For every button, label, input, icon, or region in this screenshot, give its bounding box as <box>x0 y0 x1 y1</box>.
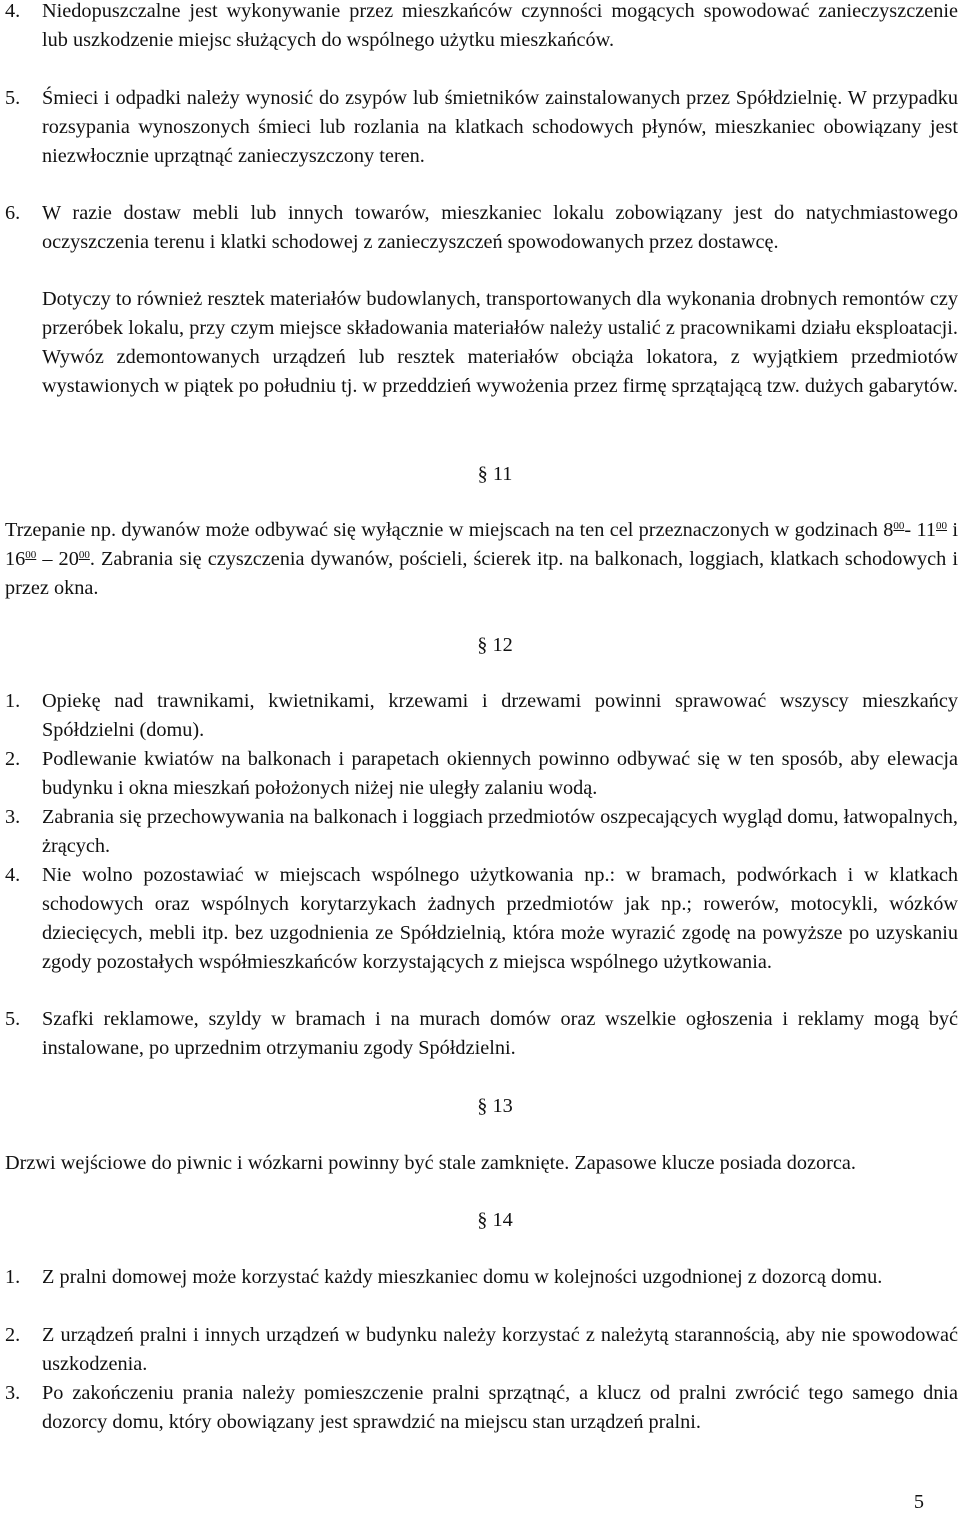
item-number: 2. <box>5 748 21 770</box>
item-number: 5. <box>5 1008 21 1030</box>
section-heading: § 13 <box>477 1095 513 1117</box>
item-text: Szafki reklamowe, szyldy w bramach i na murach domów oraz wszelkie ogłoszenia i reklamy mogą być instalowane, po uprzednim otrzymaniu zgody Spółdzielni. <box>42 1008 958 1059</box>
item-number: 1. <box>5 1266 21 1288</box>
item-number: 4. <box>5 0 21 22</box>
section-heading: § 14 <box>477 1209 513 1231</box>
item-text: Po zakończeniu prania należy pomieszczenie pralni sprzątnąć, a klucz od pralni zwrócić tego samego dnia dozorcy domu, który obowiązany jest sprawdzić na miejscu stan urządzeń pralni. <box>42 1382 958 1433</box>
paragraph: Trzepanie np. dywanów może odbywać się wyłącznie w miejscach na ten cel przeznaczonych w godzinach $8^{00}-$ $11^{00}$ i $16^{00} - 20^{00}$. Zabrania się czyszczenia dywanów, pościeli, ścierek itp. na balkonach, loggiach, klatkach schodowych i przez okna. <box>5 519 959 599</box>
item-text: Zabrania się przechowywania na balkonach i loggiach przedmiotów oszpecających wygląd domu, łatwopalnych, żrących. <box>42 806 958 857</box>
item-number: 3. <box>5 1382 21 1404</box>
list-item <box>5 1263 958 1292</box>
item-number: 1. <box>5 690 21 712</box>
item-number: 2. <box>5 1324 21 1346</box>
list-item <box>5 1321 958 1379</box>
item-text: Z pralni domowej może korzystać każdy mieszkaniec domu w kolejności uzgodnionej z dozorcą domu. <box>42 1266 883 1288</box>
item-text: W razie dostaw mebli lub innych towarów, mieszkaniec lokalu zobowiązany jest do natychmiastowego oczyszczenia terenu i klatki schodowej z zanieczyszczeń spowodowanych przez dostawcę. <box>42 202 958 253</box>
time-superscript: 00 <box>78 549 90 561</box>
paragraph: Dotyczy to również resztek materiałów budowlanych, transportowanych dla wykonania drobnych remontów czy przeróbek lokalu, przy czym miejsce składowania materiałów należy ustalić z pracownikami działu eksploatacji. Wywóz zdemontowanych urządzeń lub resztek materiałów obciąża lokatora, z wyjątkiem przedmiotów wystawionych w piątek po południu tj. w przeddzień wywożenia przez firmę sprzątającą tzw. dużych gabarytów. <box>42 288 958 397</box>
list-item <box>5 1005 958 1063</box>
list-item <box>5 687 958 745</box>
item-text: Nie wolno pozostawiać w miejscach wspólnego użytkowania np.: w bramach, podwórkach i w klatkach schodowych oraz wspólnych korytarzykach żadnych przedmiotów jak np.; rowerów, motocykli, wózków dziecięcych, mebli itp. bez uzgodnienia ze Spółdzielnią, która może wyrazić zgodę na powyższe po uzyskaniu zgody pozostałych współmieszkańców korzystających z miejsca wspólnego użytkowania. <box>42 864 958 973</box>
time-superscript: 00 <box>893 520 905 532</box>
list-item <box>5 803 958 861</box>
section-heading: § 11 <box>477 463 513 485</box>
paragraph: Drzwi wejściowe do piwnic i wózkarni powinny być stale zamknięte. Zapasowe klucze posiada dozorca. <box>5 1152 856 1174</box>
list-item <box>5 861 958 977</box>
item-text: Niedopuszczalne jest wykonywanie przez mieszkańców czynności mogących spowodować zanieczyszczenie lub uszkodzenie miejsc służących do wspólnego użytku mieszkańców. <box>42 0 958 51</box>
page-number: 5 <box>913 1491 924 1513</box>
list-item <box>5 199 958 257</box>
item-number: 4. <box>5 864 21 886</box>
list-item <box>5 745 958 803</box>
time-superscript: 00 <box>25 549 37 561</box>
item-number: 5. <box>5 87 21 109</box>
item-number: 6. <box>5 202 21 224</box>
list-item <box>5 0 958 55</box>
item-number: 3. <box>5 806 21 828</box>
time-superscript: 00 <box>936 520 948 532</box>
list-item <box>5 84 958 171</box>
item-text: Podlewanie kwiatów na balkonach i parapetach okiennych powinno odbywać się w ten sposób, aby elewacja budynku i okna mieszkań położonych niżej nie uległy zalaniu wodą. <box>42 748 958 799</box>
list-item <box>5 1379 958 1437</box>
item-text: Opiekę nad trawnikami, kwietnikami, krzewami i drzewami powinni sprawować wszyscy mieszkańcy Spółdzielni (domu). <box>42 690 958 741</box>
item-text: Śmieci i odpadki należy wynosić do zsypów lub śmietników zainstalowanych przez Spółdzielnię. W przypadku rozsypania wynoszonych śmieci lub rozlania na klatkach schodowych płynów, mieszkaniec obowiązany jest niezwłocznie uprzątnąć zanieczyszczony teren. <box>42 87 958 167</box>
item-text: Z urządzeń pralni i innych urządzeń w budynku należy korzystać z należytą starannością, aby nie spowodować uszkodzenia. <box>42 1324 958 1375</box>
section-heading: § 12 <box>477 634 513 656</box>
